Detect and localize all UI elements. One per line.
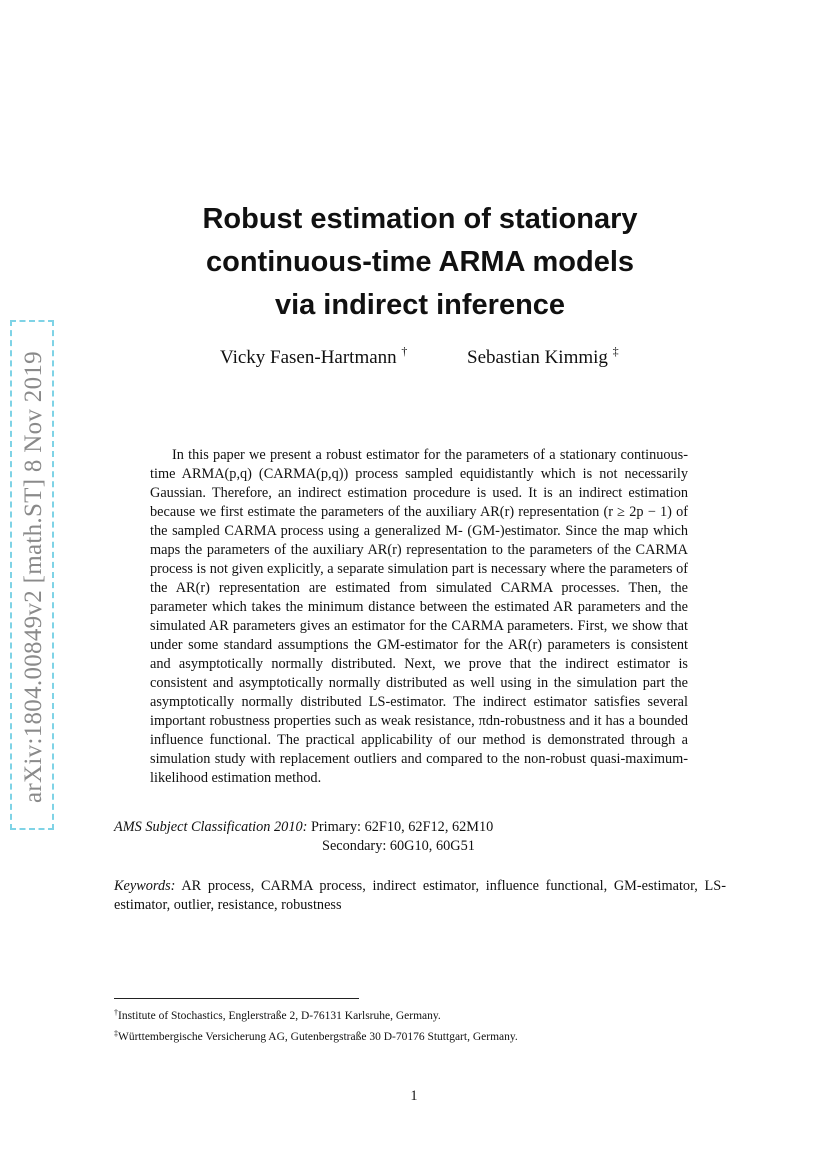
subject-classification [114,818,493,856]
footnote-2 [114,1025,518,1046]
arxiv-identifier: arXiv:1804.00849v2 [math.ST] 8 Nov 2019 [20,351,47,803]
footnote-1 [114,1004,518,1025]
author-2-name: Sebastian Kimmig [467,347,608,368]
footnote-2-mark: ‡ [114,1029,118,1038]
keywords [114,877,726,915]
author-1-name: Vicky Fasen-Hartmann [220,347,397,368]
keywords-label: Keywords: [114,878,176,894]
msc-primary: Primary: 62F10, 62F12, 62M10 [310,819,494,835]
author-2-mark: ‡ [612,344,619,358]
title-line-2: continuous-time ARMA models [205,246,635,278]
arxiv-side-stamp [10,320,54,830]
abstract: In this paper we present a robust estimator for the parameters of a stationary continuous-time ARMA(p,q) (CARMA(p,q)) process sampled equidistantly which is not necessarily Gaussian. Therefore, an indirect estimation procedure is used. It is an indirect estimation because we first estimate the parameters of the auxiliary AR(r) representation (r ≥ 2p − 1) of the sampled CARMA process using a generalized M- (GM-)estimator. Since the map which maps the parameters of the auxiliary AR(r) representation to the parameters of the CARMA process is not given explicitly, a separate simulation part is necessary where the parameters of the AR(r) representation are estimated from simulated CARMA processes. Then, the parameter which takes the minimum distance between the estimated AR parameters and the simulated AR parameters gives an estimator for the CARMA parameters. First, we show that under some standard assumptions the GM-estimator for the AR(r) parameters is consistent and asymptotically normally distributed. Next, we prove that the indirect estimator is consistent and asymptotically normally distributed as well using in the simulation part the asymptotically normally distributed LS-estimator. The indirect estimator satisfies several important robustness properties such as weak resistance, πdn-robustness and it has a bounded influence functional. The practical applicability of our method is demonstrated through a simulation study with replacement outliers and compared to the non-robust quasi-maximum-likelihood estimation method. [150,447,688,786]
title-line-3: via indirect inference [274,289,566,321]
page-number: 1 [410,1088,418,1104]
msc-secondary: Secondary: 60G10, 60G51 [322,838,475,854]
footnote-divider [114,998,359,999]
author-2 [467,344,619,369]
title-line-1: Robust estimation of stationary [202,203,638,235]
author-1-mark: † [401,344,408,358]
keywords-text: AR process, CARMA process, indirect estimator, influence functional, GM-estimator, LS-estimator, outlier, resistance, robustness [114,878,726,913]
footnote-1-text: Institute of Stochastics, Englerstraße 2, D-76131 Karlsruhe, Germany. [118,1010,441,1022]
footnotes [114,1004,518,1046]
footnote-1-mark: † [114,1008,118,1017]
author-1 [220,344,407,369]
msc-label: AMS Subject Classification 2010: [114,819,308,835]
footnote-2-text: Württembergische Versicherung AG, Gutenbergstraße 30 D-70176 Stuttgart, Germany. [118,1031,518,1043]
paper-title [150,198,690,327]
